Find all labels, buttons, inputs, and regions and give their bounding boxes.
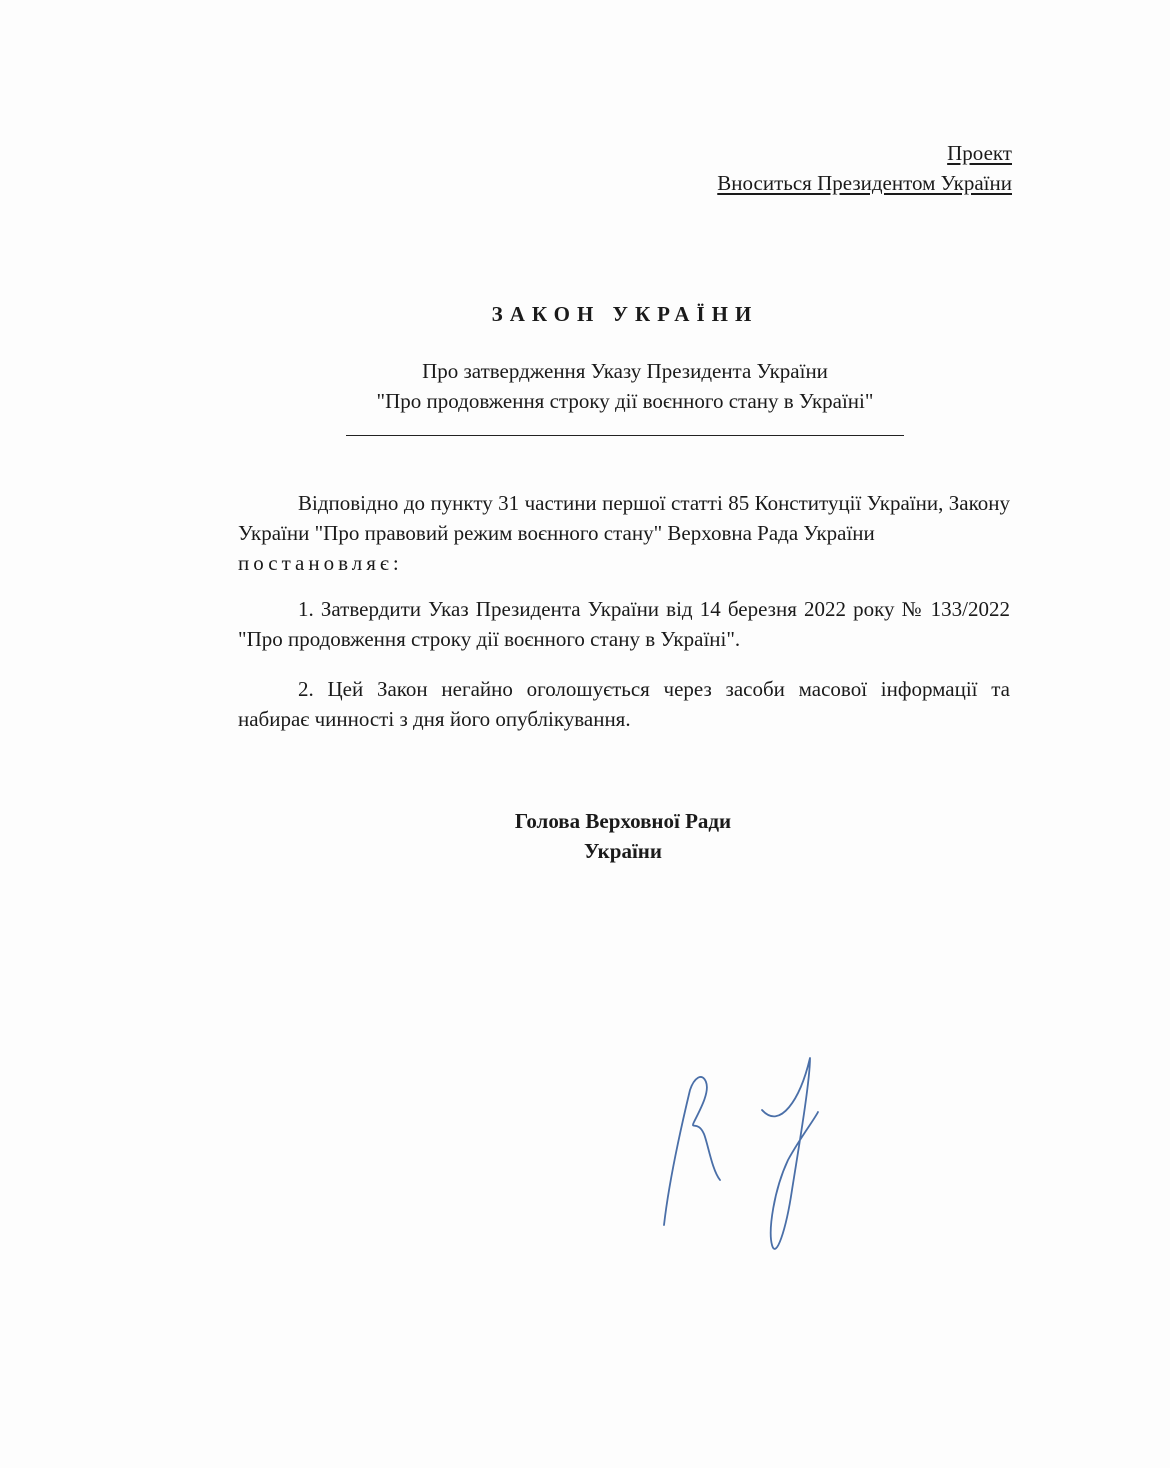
- preamble-paragraph: [238, 488, 1010, 578]
- item-1-text: 1. Затвердити Указ Президента України від 14 березня 2022 року № 133/2022 "Про продовження строку дії воєнного стану в Україні".: [238, 597, 1010, 651]
- submitted-by-label: Вноситься Президентом України: [717, 171, 1012, 195]
- signatory-line-1: Голова Верховної Ради: [514, 809, 732, 833]
- preamble-text: Відповідно до пункту 31 частини першої статті 85 Конституції України, Закону України "Про правовий режим воєнного стану" Верховна Рада України: [238, 491, 1010, 545]
- subtitle-line-1: Про затвердження Указу Президента України: [422, 359, 828, 383]
- subtitle-line-2: "Про продовження строку дії воєнного стану в Україні": [376, 389, 874, 413]
- signatory-block: [0, 806, 1170, 866]
- draft-label: Проект: [947, 141, 1012, 165]
- signatory-line-2: України: [583, 839, 662, 863]
- item-2-text: 2. Цей Закон негайно оголошується через засоби масової інформації та набирає чинності з дня його опублікування.: [238, 677, 1010, 731]
- item-1-paragraph: [238, 594, 1010, 654]
- law-subtitle: [346, 356, 904, 416]
- item-2-paragraph: [238, 674, 1010, 734]
- law-title: ЗАКОН УКРАЇНИ: [491, 302, 759, 326]
- subtitle-divider: [346, 435, 904, 436]
- document-header: [717, 138, 1012, 198]
- resolves-word: постановляє:: [238, 551, 403, 575]
- handwritten-signature-icon: [650, 1050, 840, 1265]
